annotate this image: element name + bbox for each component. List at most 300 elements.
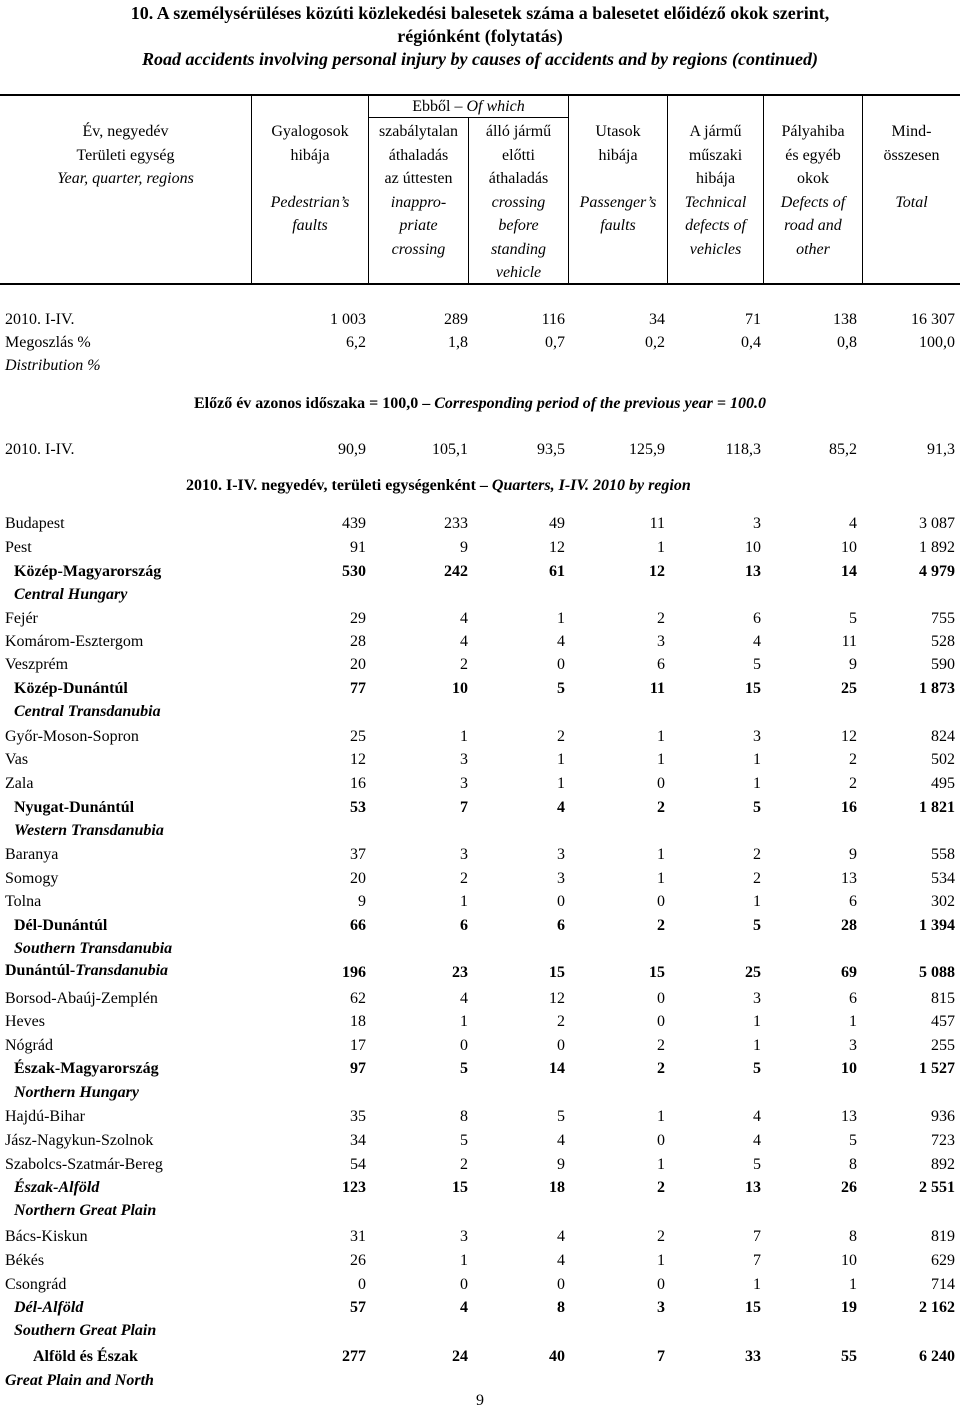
- cell: 28: [841, 917, 857, 934]
- cell: 1: [460, 728, 468, 745]
- cell: 3: [849, 1037, 857, 1054]
- table-title-hu: 10. A személysérüléses közúti közlekedési balesetek száma a balesetet előidéző okok szerint,: [130, 3, 830, 23]
- table-row: [0, 1345, 960, 1368]
- cell: 5: [460, 1060, 468, 1077]
- cell: 1: [657, 1252, 665, 1269]
- cell: 13: [841, 870, 857, 887]
- row-label: Hajdú-Bihar: [5, 1108, 85, 1125]
- cell: 25: [841, 680, 857, 697]
- cell: 1: [657, 751, 665, 768]
- cell: 1 394: [919, 917, 955, 934]
- cell: 1: [557, 610, 565, 627]
- cell: 892: [931, 1156, 955, 1173]
- table-row: [0, 1273, 960, 1296]
- cell: 4: [557, 1228, 565, 1245]
- cell: 10: [745, 539, 761, 556]
- cell: 31: [350, 1228, 366, 1245]
- table-row: [0, 677, 960, 700]
- cell: 0: [460, 1276, 468, 1293]
- cell: 5: [753, 1156, 761, 1173]
- table-row: [0, 512, 960, 535]
- cell: 4: [753, 1108, 761, 1125]
- cell: 1 892: [919, 539, 955, 556]
- cell: 5 088: [919, 964, 955, 981]
- cell: 528: [931, 633, 955, 650]
- row-label-en: Southern Great Plain: [14, 1322, 157, 1339]
- row-label: Alföld és Észak: [33, 1348, 138, 1365]
- cell: 15: [549, 964, 565, 981]
- cell: 714: [931, 1276, 955, 1293]
- cell: 20: [350, 656, 366, 673]
- cell: 97: [350, 1060, 366, 1077]
- cell: 1: [753, 775, 761, 792]
- cell: 85,2: [829, 441, 857, 458]
- cell: 629: [931, 1252, 955, 1269]
- cell: 61: [549, 563, 565, 580]
- cell: 12: [841, 728, 857, 745]
- cell: 1 873: [919, 680, 955, 697]
- row-label-en: Northern Hungary: [14, 1084, 139, 1101]
- table-row: [0, 961, 960, 984]
- cell: 3: [753, 728, 761, 745]
- header-col-year-region: Év, negyedév Területi egység Year, quarter, regions: [57, 123, 194, 187]
- cell: 6: [849, 990, 857, 1007]
- cell: 1: [557, 751, 565, 768]
- cell: 55: [841, 1348, 857, 1365]
- cell: 16: [350, 775, 366, 792]
- cell: 9: [460, 539, 468, 556]
- cell: 6: [460, 917, 468, 934]
- cell: 0,7: [545, 334, 565, 351]
- cell: 0: [557, 656, 565, 673]
- cell: 0: [557, 893, 565, 910]
- cell: 0: [657, 1132, 665, 1149]
- cell: 6: [657, 656, 665, 673]
- summary-distribution-row: [0, 331, 960, 354]
- row-label: Heves: [5, 1013, 45, 1030]
- row-label-en: Northern Great Plain: [14, 1202, 157, 1219]
- header-col-road-defects: Pályahiba és egyéb okok Defects of road and other: [780, 123, 846, 258]
- cell: 5: [557, 1108, 565, 1125]
- row-label: Dél-Dunántúl: [14, 917, 108, 934]
- cell: 0: [657, 893, 665, 910]
- table-row: [0, 1105, 960, 1128]
- cell: 20: [350, 870, 366, 887]
- table-row: [0, 748, 960, 771]
- cell: 2 551: [919, 1179, 955, 1196]
- cell: 3: [657, 633, 665, 650]
- table-row: [0, 560, 960, 583]
- cell: 2: [460, 1156, 468, 1173]
- cell: 534: [931, 870, 955, 887]
- table-row: [0, 843, 960, 866]
- cell: 7: [657, 1348, 665, 1365]
- cell: 5: [849, 1132, 857, 1149]
- cell: 824: [931, 728, 955, 745]
- cell: 11: [841, 633, 857, 650]
- row-label: Jász-Nagykun-Szolnok: [5, 1132, 154, 1149]
- table-title-hu-cont: régiónként (folytatás): [397, 26, 563, 46]
- cell: 8: [557, 1299, 565, 1316]
- cell: 2: [657, 1228, 665, 1245]
- row-label: 2010. I-IV.: [5, 311, 75, 328]
- cell: 25: [350, 728, 366, 745]
- cell: 1: [753, 751, 761, 768]
- cell: 0: [557, 1276, 565, 1293]
- cell: 1: [657, 846, 665, 863]
- cell: 15: [745, 1299, 761, 1316]
- cell: 5: [753, 656, 761, 673]
- cell: 18: [549, 1179, 565, 1196]
- cell: 2: [657, 1060, 665, 1077]
- cell: 1: [657, 539, 665, 556]
- cell: 0: [358, 1276, 366, 1293]
- cell: 6 240: [919, 1348, 955, 1365]
- section-title-hu: Előző év azonos időszaka = 100,0: [193, 395, 419, 412]
- cell: 233: [444, 515, 468, 532]
- cell: 4: [557, 1132, 565, 1149]
- cell: 24: [452, 1348, 468, 1365]
- cell: 4: [460, 610, 468, 627]
- page-number: 9: [476, 1392, 484, 1409]
- cell: 10: [452, 680, 468, 697]
- table-row: [0, 1129, 960, 1152]
- cell: 4: [753, 1132, 761, 1149]
- row-label-en: Distribution %: [5, 357, 101, 374]
- section-previous-year: Előző év azonos időszaka = 100,0 – Corresponding period of the previous year = 100.0: [193, 395, 767, 412]
- cell: 54: [350, 1156, 366, 1173]
- cell: 1: [460, 1252, 468, 1269]
- cell: 34: [350, 1132, 366, 1149]
- cell: 755: [931, 610, 955, 627]
- cell: 9: [849, 846, 857, 863]
- cell: 91,3: [927, 441, 955, 458]
- cell: 255: [931, 1037, 955, 1054]
- cell: 4: [460, 1299, 468, 1316]
- table-row-en: [0, 1199, 960, 1222]
- of-which-hu: Ebből: [412, 98, 451, 115]
- row-label: Fejér: [5, 610, 38, 627]
- cell: 1: [460, 893, 468, 910]
- cell: 12: [649, 563, 665, 580]
- cell: 3: [753, 515, 761, 532]
- row-label: 2010. I-IV.: [5, 441, 75, 458]
- cell: 16 307: [911, 311, 955, 328]
- table-row: [0, 653, 960, 676]
- cell: 0: [657, 775, 665, 792]
- cell: 7: [753, 1228, 761, 1245]
- row-label: Pest: [5, 539, 32, 556]
- cell: 2: [657, 1179, 665, 1196]
- table-row: [0, 890, 960, 913]
- cell: 17: [350, 1037, 366, 1054]
- cell: 1: [849, 1013, 857, 1030]
- cell: 6: [849, 893, 857, 910]
- table-row: [0, 630, 960, 653]
- cell: 2: [557, 1013, 565, 1030]
- cell: 4: [557, 1252, 565, 1269]
- cell: 819: [931, 1228, 955, 1245]
- cell: 3: [657, 1299, 665, 1316]
- row-label-hu: Dunántúl-: [5, 962, 76, 979]
- cell: 4: [849, 515, 857, 532]
- cell: 3: [753, 990, 761, 1007]
- table-row: [0, 725, 960, 748]
- cell: 502: [931, 751, 955, 768]
- table-row: [0, 1249, 960, 1272]
- cell: 69: [841, 964, 857, 981]
- table-row-en: [0, 1081, 960, 1104]
- row-label: Győr-Moson-Sopron: [5, 728, 139, 745]
- cell: 12: [549, 990, 565, 1007]
- cell: 495: [931, 775, 955, 792]
- cell: 12: [350, 751, 366, 768]
- cell: 26: [841, 1179, 857, 1196]
- cell: 5: [557, 680, 565, 697]
- row-label-en: Central Hungary: [14, 586, 128, 603]
- cell: 0: [460, 1037, 468, 1054]
- cell: 1: [657, 728, 665, 745]
- cell: 815: [931, 990, 955, 1007]
- header-col-pedestrian: Gyalogosok hibája Pedestrian’s faults: [270, 123, 350, 234]
- table-row: [0, 1176, 960, 1199]
- row-label: Budapest: [5, 515, 65, 532]
- cell: 11: [649, 680, 665, 697]
- table-row-en: [0, 819, 960, 842]
- table-row-en: [0, 583, 960, 606]
- cell: 13: [745, 1179, 761, 1196]
- row-label: Békés: [5, 1252, 45, 1269]
- cell: 77: [350, 680, 366, 697]
- table-row: [0, 987, 960, 1010]
- cell: 1: [557, 775, 565, 792]
- cell: 6: [753, 610, 761, 627]
- of-which-en: Of which: [466, 98, 525, 115]
- cell: 4: [557, 633, 565, 650]
- cell: 3: [460, 775, 468, 792]
- row-label-en: Southern Transdanubia: [14, 940, 173, 957]
- row-label: Tolna: [5, 893, 42, 910]
- table-row: [0, 1057, 960, 1080]
- summary-total-row: [0, 308, 960, 331]
- cell: 1 821: [919, 799, 955, 816]
- cell: 242: [444, 563, 468, 580]
- table-row: [0, 1010, 960, 1033]
- header-col-passenger: Utasok hibája Passenger’s faults: [579, 123, 657, 234]
- cell: 7: [460, 799, 468, 816]
- section-by-region: 2010. I-IV. negyedév, területi egységenként – Quarters, I-IV. 2010 by region: [186, 477, 691, 494]
- cell: 0: [557, 1037, 565, 1054]
- cell: 457: [931, 1013, 955, 1030]
- cell: 8: [460, 1108, 468, 1125]
- cell: 100,0: [919, 334, 955, 351]
- row-label: Komárom-Esztergom: [5, 633, 144, 650]
- cell: 590: [931, 656, 955, 673]
- cell: 66: [350, 917, 366, 934]
- cell: 530: [342, 563, 366, 580]
- cell: 9: [557, 1156, 565, 1173]
- cell: 53: [350, 799, 366, 816]
- cell: 15: [649, 964, 665, 981]
- cell: 13: [745, 563, 761, 580]
- cell: 1: [753, 893, 761, 910]
- cell: 5: [753, 917, 761, 934]
- cell: 18: [350, 1013, 366, 1030]
- cell: 196: [342, 964, 366, 981]
- cell: 5: [753, 1060, 761, 1077]
- cell: 9: [849, 656, 857, 673]
- cell: 9: [358, 893, 366, 910]
- row-label: Somogy: [5, 870, 59, 887]
- cell: 7: [753, 1252, 761, 1269]
- row-label: Közép-Magyarország: [14, 563, 162, 580]
- cell: 277: [342, 1348, 366, 1365]
- cell: 4: [557, 799, 565, 816]
- cell: 91: [350, 539, 366, 556]
- cell: 25: [745, 964, 761, 981]
- cell: 1: [657, 870, 665, 887]
- of-which-header: Ebből – Of which: [412, 98, 525, 115]
- cell: 1: [753, 1013, 761, 1030]
- cell: 2: [657, 610, 665, 627]
- cell: 3: [557, 846, 565, 863]
- cell: 6: [557, 917, 565, 934]
- cell: 3: [460, 751, 468, 768]
- cell: 1: [460, 1013, 468, 1030]
- cell: 3: [460, 1228, 468, 1245]
- cell: 302: [931, 893, 955, 910]
- cell: 558: [931, 846, 955, 863]
- cell: 93,5: [537, 441, 565, 458]
- row-label: Zala: [5, 775, 34, 792]
- row-label: Baranya: [5, 846, 59, 863]
- cell: 8: [849, 1156, 857, 1173]
- row-label: Észak-Alföld: [14, 1179, 100, 1196]
- cell: 23: [452, 964, 468, 981]
- cell: 2: [657, 1037, 665, 1054]
- table-row-en: [0, 937, 960, 960]
- cell: 4 979: [919, 563, 955, 580]
- cell: 936: [931, 1108, 955, 1125]
- table-row: [0, 867, 960, 890]
- cell: 10: [841, 1060, 857, 1077]
- table-row: [0, 772, 960, 795]
- cell: 37: [350, 846, 366, 863]
- row-label: Borsod-Abaúj-Zemplén: [5, 990, 158, 1007]
- header-col-total: Mind- összesen Total: [883, 123, 940, 211]
- cell: 5: [753, 799, 761, 816]
- cell: 3 087: [919, 515, 955, 532]
- section-title-hu: 2010. I-IV. negyedév, területi egységenként: [186, 477, 476, 494]
- cell: 13: [841, 1108, 857, 1125]
- cell: 34: [649, 311, 665, 328]
- cell: 16: [841, 799, 857, 816]
- table-row-en: [0, 700, 960, 723]
- cell: 1 527: [919, 1060, 955, 1077]
- cell: 1: [849, 1276, 857, 1293]
- section-title-en: Quarters, I-IV. 2010 by region: [491, 477, 691, 494]
- cell: 35: [350, 1108, 366, 1125]
- row-label-en: Western Transdanubia: [14, 822, 164, 839]
- table-row: [0, 1034, 960, 1057]
- header-col-crossing-before-vehicle: álló jármű előtti áthaladás crossing before standing vehicle: [485, 123, 552, 281]
- row-label-en: Transdanubia: [75, 962, 169, 979]
- summary-distribution-en-row: [0, 354, 960, 377]
- cell: 19: [841, 1299, 857, 1316]
- cell: 1: [657, 1156, 665, 1173]
- cell: 8: [849, 1228, 857, 1245]
- cell: 5: [460, 1132, 468, 1149]
- cell: 3: [557, 870, 565, 887]
- cell: 2: [657, 917, 665, 934]
- cell: 11: [649, 515, 665, 532]
- cell: 116: [541, 311, 565, 328]
- cell: 33: [745, 1348, 761, 1365]
- row-label: Bács-Kiskun: [5, 1228, 88, 1245]
- cell: 4: [753, 633, 761, 650]
- cell: 1: [753, 1276, 761, 1293]
- cell: 10: [841, 1252, 857, 1269]
- cell: 1: [657, 1108, 665, 1125]
- table-row-en: [0, 1369, 960, 1392]
- table-row: [0, 1153, 960, 1176]
- table-row: [0, 914, 960, 937]
- cell: 2: [657, 799, 665, 816]
- table-row: [0, 1296, 960, 1319]
- cell: 57: [350, 1299, 366, 1316]
- row-label: Megoszlás %: [5, 334, 91, 351]
- cell: 14: [549, 1060, 565, 1077]
- row-label: Csongrád: [5, 1276, 67, 1293]
- row-label: Közép-Dunántúl: [14, 680, 128, 697]
- cell: 90,9: [338, 441, 366, 458]
- table-row: [0, 796, 960, 819]
- cell: 2: [849, 751, 857, 768]
- cell: 0: [657, 1276, 665, 1293]
- cell: 0,8: [837, 334, 857, 351]
- cell: 15: [745, 680, 761, 697]
- cell: 138: [833, 311, 857, 328]
- cell: 125,9: [629, 441, 665, 458]
- row-label: Veszprém: [5, 656, 69, 673]
- row-label: Szabolcs-Szatmár-Bereg: [5, 1156, 163, 1173]
- cell: 439: [342, 515, 366, 532]
- cell: 118,3: [725, 441, 761, 458]
- cell: 2: [849, 775, 857, 792]
- cell: 0,4: [741, 334, 761, 351]
- cell: 71: [745, 311, 761, 328]
- row-label: Dél-Alföld: [14, 1299, 84, 1316]
- table-row: [0, 536, 960, 559]
- cell: 2: [460, 870, 468, 887]
- cell: 0,2: [645, 334, 665, 351]
- cell: 40: [549, 1348, 565, 1365]
- row-label: Nógrád: [5, 1037, 53, 1054]
- section-title-en: Corresponding period of the previous year = 100.0: [434, 395, 767, 412]
- cell: 1: [753, 1037, 761, 1054]
- cell: 12: [549, 539, 565, 556]
- cell: 10: [841, 539, 857, 556]
- cell: 15: [452, 1179, 468, 1196]
- cell: 105,1: [432, 441, 468, 458]
- row-label: Észak-Magyarország: [14, 1060, 159, 1077]
- cell: 4: [460, 633, 468, 650]
- cell: 49: [549, 515, 565, 532]
- cell: 1,8: [448, 334, 468, 351]
- cell: 28: [350, 633, 366, 650]
- cell: 14: [841, 563, 857, 580]
- cell: 289: [444, 311, 468, 328]
